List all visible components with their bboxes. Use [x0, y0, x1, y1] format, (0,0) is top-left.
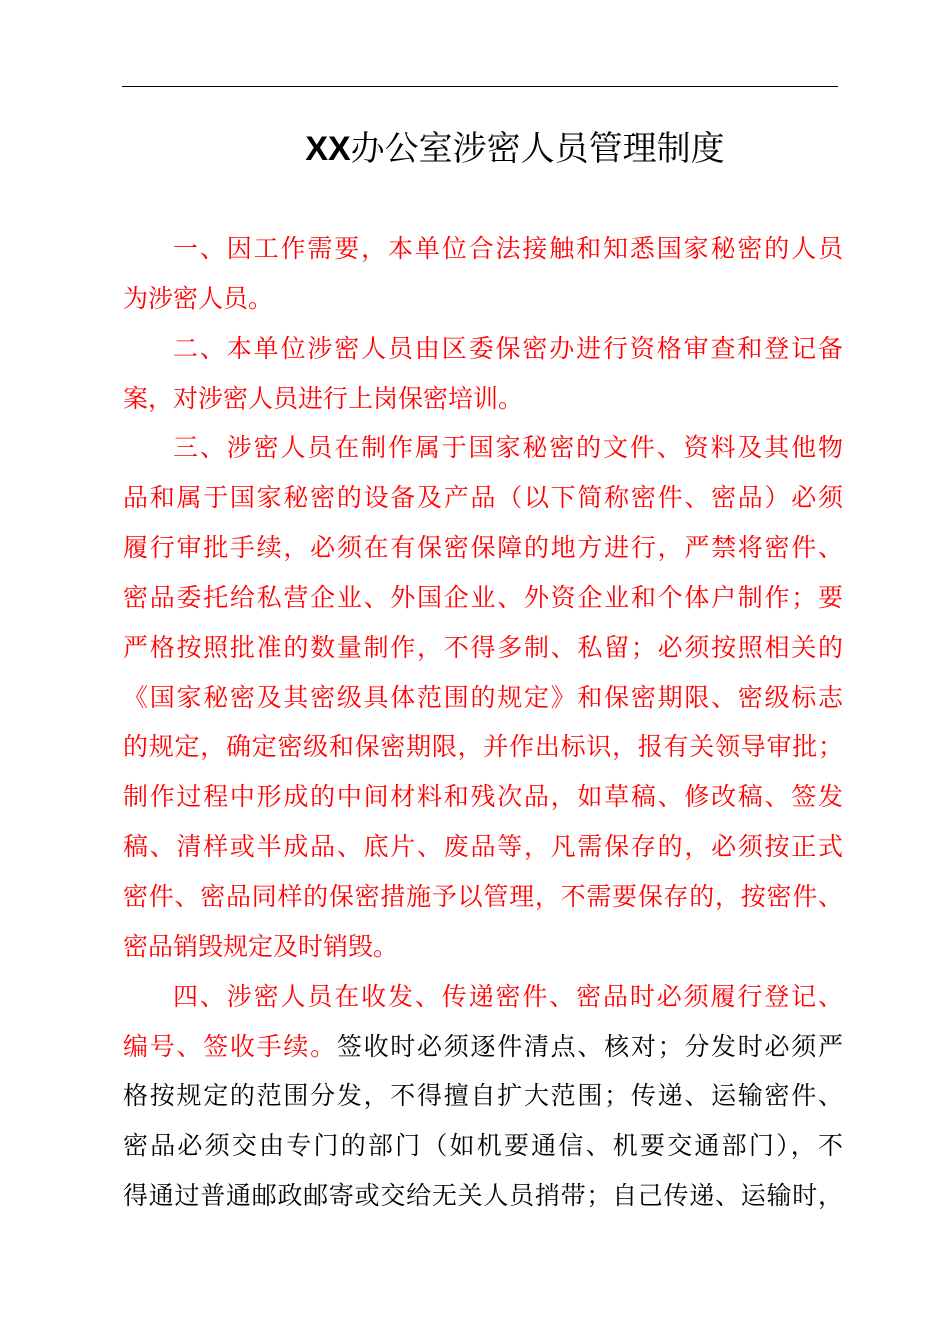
body-line: 密件、密品同样的保密措施予以管理，不需要保存的，按密件、 — [123, 881, 843, 911]
body-line: 一、因工作需要，本单位合法接触和知悉国家秘密的人员 — [173, 234, 843, 263]
body-line: 品和属于国家秘密的设备及产品（以下简称密件、密品）必须 — [123, 483, 843, 513]
title-main: 办公室涉密人员管理制度 — [350, 129, 725, 169]
body-line: 得通过普通邮政邮寄或交给无关人员捎带；自己传递、运输时， — [123, 1181, 843, 1211]
body-line: 严格按照批准的数量制作，不得多制、私留；必须按照相关的 — [123, 632, 843, 662]
body-line: 三、涉密人员在制作属于国家秘密的文件、资料及其他物 — [173, 433, 843, 463]
body-line: 《国家秘密及其密级具体范围的规定》和保密期限、密级标志 — [123, 682, 843, 712]
body-line: 的规定，确定密级和保密期限，并作出标识，报有关领导审批； — [123, 732, 843, 762]
body-line: 履行审批手续，必须在有保密保障的地方进行，严禁将密件、 — [123, 533, 843, 563]
document-body — [123, 224, 843, 1221]
body-line-mixed — [123, 1022, 843, 1072]
body-line: 案，对涉密人员进行上岗保密培训。 — [123, 383, 524, 413]
body-line: 四、涉密人员在收发、传递密件、密品时必须履行登记、 — [173, 981, 843, 1011]
body-line: 二、本单位涉密人员由区委保密办进行资格审查和登记备 — [173, 333, 843, 363]
body-line-black-segment: 签收时必须逐件清点、核对；分发时必须严 — [336, 1031, 843, 1061]
header-rule — [122, 86, 838, 87]
body-line-red-segment: 编号、签收手续。 — [123, 1031, 337, 1061]
title-prefix: XX — [305, 130, 351, 168]
body-line: 格按规定的范围分发，不得擅自扩大范围；传递、运输密件、 — [123, 1081, 843, 1111]
body-line: 稿、清样或半成品、底片、废品等，凡需保存的，必须按正式 — [123, 832, 843, 862]
body-line: 密品委托给私营企业、外国企业、外资企业和个体户制作；要 — [123, 582, 843, 612]
body-line: 为涉密人员。 — [123, 283, 274, 313]
body-line: 密品必须交由专门的部门（如机要通信、机要交通部门），不 — [123, 1131, 843, 1161]
document-title — [0, 124, 950, 174]
body-line: 密品销毁规定及时销毁。 — [123, 931, 399, 961]
body-line: 制作过程中形成的中间材料和残次品，如草稿、修改稿、签发 — [123, 782, 843, 812]
